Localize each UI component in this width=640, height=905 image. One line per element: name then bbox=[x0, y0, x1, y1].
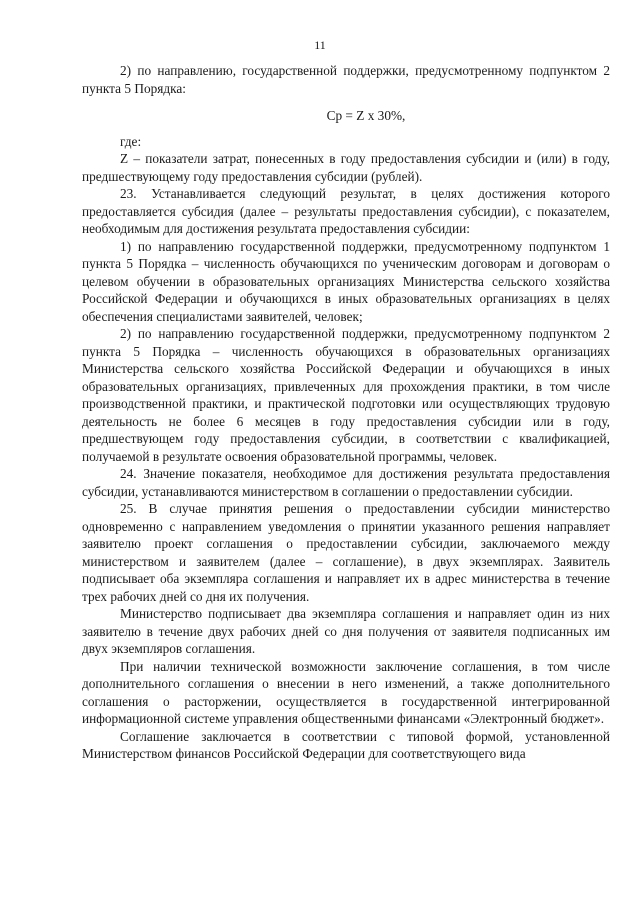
page-number: 11 bbox=[314, 38, 326, 52]
paragraph-z-definition: Z – показатели затрат, понесенных в году предоставления субсидии и (или) в году, предшествующему году предоставления субсидии (рублей). bbox=[82, 151, 610, 184]
paragraph-25: 25. В случае принятия решения о предоставлении субсидии министерство одновременно с направлением уведомления о принятии указанного решения направляет заявителю проект соглашения о предоставлении субсидии, заключаемого между министерством и заявителем (далее – соглашение), в двух экземплярах. Заявитель подписывает оба экземпляра соглашения и направляет их в адрес министерства в течение трех рабочих дней со дня их получения. bbox=[82, 501, 610, 604]
formula-cp: Ср = Z x 30%, bbox=[326, 108, 406, 123]
document-body bbox=[82, 62, 610, 763]
paragraph-ministry-signs: Министерство подписывает два экземпляра соглашения и направляет один из них заявителю в течение двух рабочих дней со дня получения от заявителя подписанных им двух экземпляров соглашения. bbox=[82, 606, 610, 656]
paragraph-electronic-budget: При наличии технической возможности заключение соглашения, в том числе дополнительного соглашения о внесении в него изменений, а также дополнительного соглашения о расторжении, осуществляется в государственной интегрированной информационной системе управления общественными финансами «Электронный бюджет». bbox=[82, 658, 610, 726]
paragraph-23-item-2: 2) по направлению государственной поддержки, предусмотренному подпунктом 2 пункта 5 Порядка – численность обучающихся в образовательных организациях Министерства сельского хозяйства Российской Федерации и обучающихся в иных образовательных организациях, привлеченных для прохождения практики, в том числе производственной практики, и практической подготовки или осуществляющих трудовую деятельность не более 6 месяцев в году предоставления субсидии или в году, предшествующем году предоставления субсидии, в соответствии с квалификацией, получаемой в результате освоения образовательной программы, человек. bbox=[82, 326, 610, 464]
paragraph-subitem-2-direction: 2) по направлению, государственной поддержки, предусмотренному подпунктом 2 пункта 5 Порядка: bbox=[82, 63, 610, 96]
paragraph-23: 23. Устанавливается следующий результат, в целях достижения которого предоставляется субсидия (далее – результаты предоставления субсидии), с показателем, необходимым для достижения результата предоставления субсидии: bbox=[82, 186, 610, 236]
paragraph-23-item-1: 1) по направлению государственной поддержки, предусмотренному подпунктом 1 пункта 5 Порядка – численность обучающихся по ученическим договорам и договорам о целевом обучении в образовательных организациях Министерства сельского хозяйства Российской Федерации и обучающихся в иных образовательных организациях в целях обеспечения специалистами заявителей, человек; bbox=[82, 238, 610, 324]
paragraph-where: где: bbox=[120, 133, 142, 149]
paragraph-standard-form: Соглашение заключается в соответствии с типовой формой, установленной Министерством финансов Российской Федерации для соответствующего вида bbox=[82, 728, 610, 761]
paragraph-24: 24. Значение показателя, необходимое для достижения результата предоставления субсидии, устанавливаются министерством в соглашении о предоставлении субсидии. bbox=[82, 466, 610, 499]
